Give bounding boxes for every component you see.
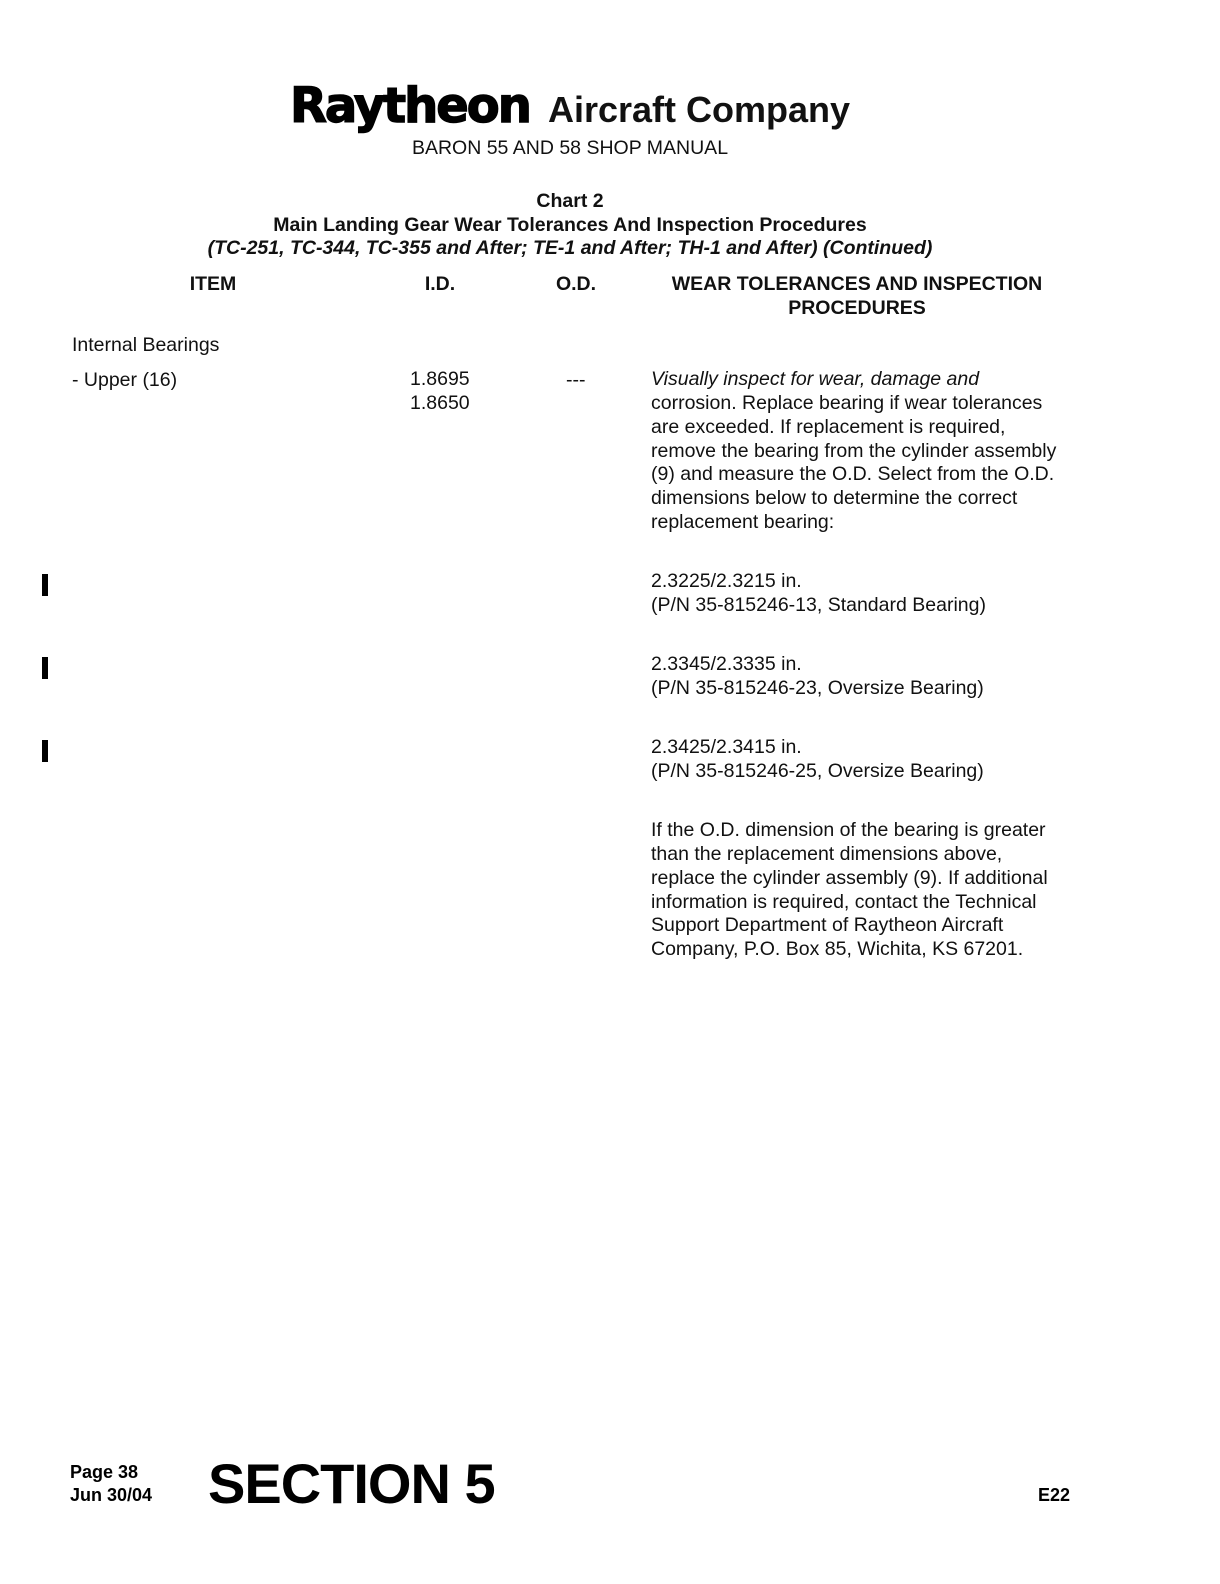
note-line: information is required, contact the Technical — [651, 890, 1037, 913]
footer-code: E22 — [1038, 1485, 1071, 1505]
company-name: Aircraft Company — [547, 89, 851, 130]
footer-page-number: Page 38 — [70, 1462, 139, 1482]
replacement-note — [651, 819, 1048, 962]
bearing-dimension: 2.3345/2.3335 in. — [651, 653, 802, 675]
inspection-instructions — [651, 368, 1056, 535]
id-max-value: 1.8695 — [410, 368, 470, 390]
footer-section-title: SECTION 5 — [208, 1452, 495, 1515]
bearing-dimension: 2.3225/2.3215 in. — [651, 570, 802, 592]
instruction-line: dimensions below to determine the correct — [651, 487, 1018, 510]
note-line: Company, P.O. Box 85, Wichita, KS 67201. — [651, 938, 1024, 961]
column-header-id: I.D. — [424, 273, 456, 295]
revision-change-bar — [42, 740, 48, 762]
row-od-value: --- — [566, 369, 586, 391]
bearing-dimension: 2.3425/2.3415 in. — [651, 736, 802, 758]
instruction-line: are exceeded. If replacement is required, — [651, 415, 1006, 438]
column-header-item: ITEM — [189, 273, 237, 295]
instruction-line: replacement bearing: — [651, 511, 835, 534]
revision-change-bar — [42, 657, 48, 679]
bearing-part-number: (P/N 35-815246-23, Oversize Bearing) — [651, 676, 984, 699]
row-item: - Upper (16) — [72, 369, 178, 391]
note-line: replace the cylinder assembly (9). If additional — [651, 866, 1048, 889]
group-label: Internal Bearings — [72, 334, 220, 356]
instruction-line: (9) and measure the O.D. Select from the O.D. — [651, 463, 1055, 486]
instruction-line: corrosion. Replace bearing if wear tolerances — [651, 391, 1043, 414]
id-min-value: 1.8650 — [410, 391, 470, 414]
note-line: If the O.D. dimension of the bearing is greater — [651, 819, 1046, 841]
row-id-values — [410, 368, 470, 416]
column-header-od: O.D. — [555, 273, 597, 295]
column-header-procedures — [651, 272, 1063, 320]
bearing-option — [651, 570, 986, 618]
chart-title: Main Landing Gear Wear Tolerances And Inspection Procedures — [273, 214, 867, 236]
manual-title: BARON 55 AND 58 SHOP MANUAL — [411, 137, 729, 159]
bearing-option — [651, 653, 984, 701]
chart-applicability: (TC-251, TC-344, TC-355 and After; TE-1 and After; TH-1 and After) (Continued) — [207, 237, 933, 259]
footer-date: Jun 30/04 — [70, 1485, 153, 1505]
bearing-part-number: (P/N 35-815246-25, Oversize Bearing) — [651, 759, 984, 782]
chart-number: Chart 2 — [536, 190, 604, 212]
column-header-procedures-line2: PROCEDURES — [788, 297, 926, 319]
bearing-option — [651, 736, 984, 784]
instruction-line: Visually inspect for wear, damage and — [651, 368, 980, 390]
note-line: Support Department of Raytheon Aircraft — [651, 914, 1004, 937]
raytheon-logo: Raytheon — [289, 78, 530, 134]
column-header-procedures-line1: WEAR TOLERANCES AND INSPECTION — [671, 273, 1043, 295]
bearing-part-number: (P/N 35-815246-13, Standard Bearing) — [651, 593, 986, 616]
revision-change-bar — [42, 574, 48, 596]
company-header — [0, 78, 1140, 138]
note-line: than the replacement dimensions above, — [651, 842, 1003, 865]
instruction-line: remove the bearing from the cylinder assembly — [651, 439, 1057, 462]
